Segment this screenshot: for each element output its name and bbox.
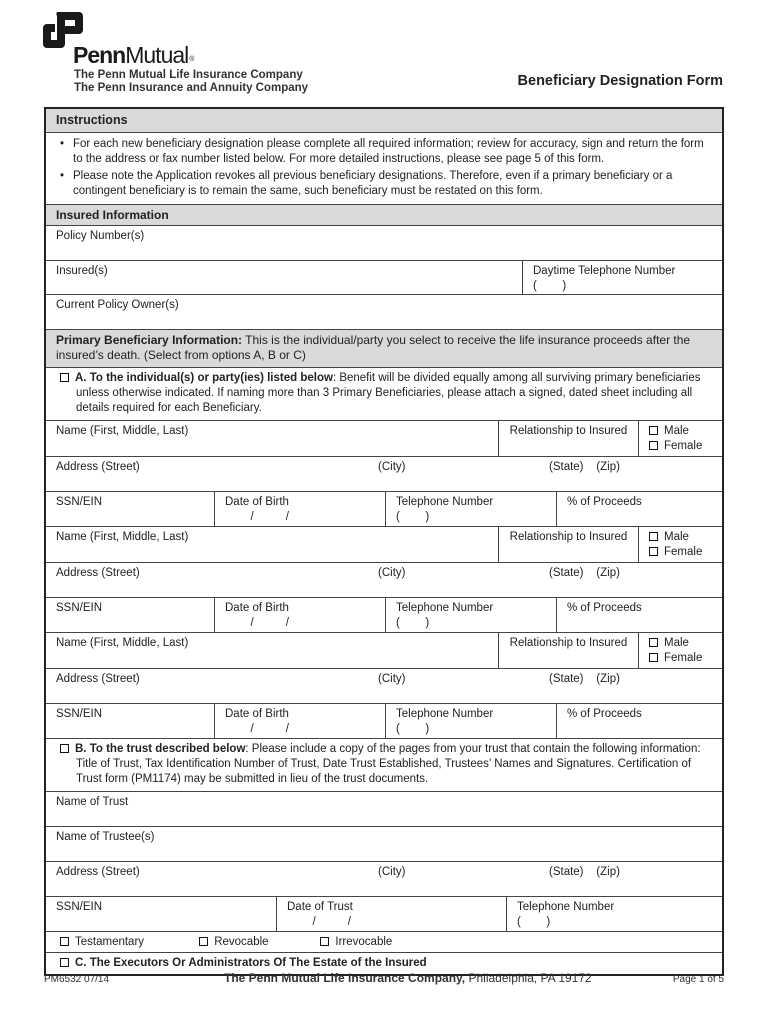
state-zip-label: (State) (Zip)	[549, 461, 620, 473]
gender-options	[638, 633, 722, 668]
beneficiary-3-name-row	[46, 633, 722, 669]
proceeds-label: % of Proceeds	[567, 496, 642, 508]
irrevocable-label: Irrevocable	[335, 936, 393, 948]
option-b-checkbox[interactable]	[60, 744, 69, 753]
company-line-2: The Penn Insurance and Annuity Company	[74, 82, 309, 94]
male-checkbox[interactable]	[649, 638, 658, 647]
proceeds-label: % of Proceeds	[567, 708, 642, 720]
beneficiary-3-address-row	[46, 669, 722, 704]
phone-label: Telephone Number	[396, 602, 494, 614]
gender-options	[638, 527, 722, 562]
street-label: Address (Street)	[56, 673, 140, 685]
insured-row	[46, 261, 722, 295]
city-label: (City)	[378, 866, 406, 878]
trustee-name-field[interactable]	[46, 827, 722, 861]
current-owner-field[interactable]	[46, 295, 722, 329]
date-of-trust-label: Date of Trust	[287, 901, 353, 913]
form-code: PM6532 07/14	[44, 974, 110, 985]
ssn-label: SSN/EIN	[56, 602, 103, 614]
date-of-trust-field[interactable]	[276, 897, 506, 931]
option-a-bold: A. To the individual(s) or party(ies) listed below	[75, 372, 333, 384]
trust-phone-field[interactable]	[506, 897, 722, 931]
phone-label: Telephone Number	[396, 496, 494, 508]
address-field[interactable]	[46, 457, 722, 491]
street-label: Address (Street)	[56, 461, 140, 473]
primary-title-rest: This is the individual/party you select to receive the life insurance proceeds after the insured’s death. (Select from options A, B or C)	[56, 333, 691, 362]
female-checkbox[interactable]	[649, 441, 658, 450]
logo-wordmark	[73, 42, 193, 69]
relationship-label: Relationship to Insured	[509, 531, 628, 543]
instruction-bullet: • For each new beneficiary designation please complete all required information; review for accuracy, sign and return the form to the address or fax number listed below. For more detailed instructions, please see page 5 of this form.	[60, 137, 712, 166]
current-owner-row	[46, 295, 722, 330]
beneficiary-1-address-row	[46, 457, 722, 492]
instructions-list	[46, 133, 722, 205]
testamentary-checkbox[interactable]	[60, 937, 69, 946]
registered-mark: ®	[189, 56, 194, 63]
ssn-label: SSN/EIN	[56, 496, 103, 508]
primary-beneficiary-header	[46, 330, 722, 368]
trust-type-row	[46, 932, 722, 953]
phone-label: Telephone Number	[396, 708, 494, 720]
phone-mask: ( )	[533, 280, 567, 292]
insured-label: Insured(s)	[56, 265, 108, 277]
revocable-label: Revocable	[214, 936, 269, 948]
page-number: Page 1 of 5	[672, 974, 724, 985]
dob-label: Date of Birth	[225, 708, 289, 720]
logo-word-bold: Penn	[73, 42, 126, 68]
beneficiary-name-field[interactable]	[46, 421, 498, 456]
option-c-label: C. The Executors Or Administrators Of The Estate of the Insured	[75, 957, 427, 969]
male-label: Male	[664, 531, 689, 543]
relationship-label: Relationship to Insured	[509, 425, 628, 437]
relationship-label: Relationship to Insured	[509, 637, 628, 649]
name-label: Name (First, Middle, Last)	[56, 425, 189, 437]
option-c-checkbox[interactable]	[60, 958, 69, 967]
phone-field[interactable]	[385, 492, 556, 526]
proceeds-label: % of Proceeds	[567, 602, 642, 614]
testamentary-label: Testamentary	[75, 936, 145, 948]
option-b	[46, 739, 722, 792]
trust-name-label: Name of Trust	[56, 796, 129, 808]
trust-name-row	[46, 792, 722, 827]
trust-address-row	[46, 862, 722, 897]
phone-field[interactable]	[385, 598, 556, 632]
beneficiary-3-details-row	[46, 704, 722, 739]
beneficiary-2-details-row	[46, 598, 722, 633]
name-label: Name (First, Middle, Last)	[56, 531, 189, 543]
ssn-label: SSN/EIN	[56, 901, 103, 913]
policy-number-row	[46, 226, 722, 261]
dob-label: Date of Birth	[225, 496, 289, 508]
logo-word-regular: Mutual	[125, 42, 189, 68]
city-label: (City)	[378, 461, 406, 473]
beneficiary-name-field[interactable]	[46, 633, 498, 668]
proceeds-field[interactable]	[556, 492, 722, 526]
revocable-checkbox[interactable]	[199, 937, 208, 946]
date-mask: / /	[287, 916, 351, 928]
dob-field[interactable]	[214, 704, 385, 738]
option-b-rest: : Please include a copy of the pages from your trust that contain the following information: Title of Trust, Tax Identification Number of Trust, Date Trust Established, Trustees’ Names and Signatures. Certification of Trust form (PM1174) may be submitted in lieu of the trust documents.	[76, 743, 701, 785]
relationship-field[interactable]	[498, 421, 638, 456]
date-mask: / /	[225, 617, 289, 629]
phone-mask: ( )	[396, 723, 430, 735]
daytime-phone-field[interactable]	[522, 261, 722, 294]
insured-field[interactable]	[46, 261, 522, 294]
form-title: Beneficiary Designation Form	[517, 73, 723, 89]
option-a	[46, 368, 722, 421]
trust-type-options	[46, 932, 722, 952]
male-label: Male	[664, 425, 689, 437]
beneficiary-2-address-row	[46, 563, 722, 598]
date-mask: / /	[225, 723, 289, 735]
address-field[interactable]	[46, 669, 722, 703]
city-label: (City)	[378, 673, 406, 685]
male-checkbox[interactable]	[649, 426, 658, 435]
relationship-field[interactable]	[498, 527, 638, 562]
beneficiary-2-name-row	[46, 527, 722, 563]
daytime-phone-label: Daytime Telephone Number	[533, 265, 676, 277]
dob-field[interactable]	[214, 492, 385, 526]
state-zip-label: (State) (Zip)	[549, 567, 620, 579]
footer-company-bold: The Penn Mutual Life Insurance Company,	[224, 971, 466, 985]
policy-number-field[interactable]	[46, 226, 722, 260]
trustee-name-label: Name of Trustee(s)	[56, 831, 155, 843]
beneficiary-1-details-row	[46, 492, 722, 527]
beneficiary-name-field[interactable]	[46, 527, 498, 562]
primary-title-bold: Primary Beneficiary Information:	[56, 333, 243, 347]
footer-company-address: Philadelphia, PA 19172	[465, 971, 592, 985]
option-a-checkbox[interactable]	[60, 373, 69, 382]
female-checkbox[interactable]	[649, 653, 658, 662]
state-zip-label: (State) (Zip)	[549, 673, 620, 685]
phone-label: Telephone Number	[517, 901, 615, 913]
current-owner-label: Current Policy Owner(s)	[56, 299, 179, 311]
option-a-rest: : Benefit will be divided equally among all surviving primary beneficiaries unless otherwise indicated. If naming more than 3 Primary Beneficiaries, please attach a signed, dated sheet including all details required for each Beneficiary.	[76, 372, 701, 414]
beneficiary-1-name-row	[46, 421, 722, 457]
footer-company	[224, 971, 592, 985]
ssn-field[interactable]	[46, 704, 214, 738]
phone-mask: ( )	[396, 511, 430, 523]
street-label: Address (Street)	[56, 866, 140, 878]
ssn-field[interactable]	[46, 598, 214, 632]
gender-options	[638, 421, 722, 456]
female-label: Female	[664, 440, 703, 452]
male-checkbox[interactable]	[649, 532, 658, 541]
proceeds-field[interactable]	[556, 598, 722, 632]
dob-field[interactable]	[214, 598, 385, 632]
trustee-name-row	[46, 827, 722, 862]
trust-ssn-field[interactable]	[46, 897, 276, 931]
relationship-field[interactable]	[498, 633, 638, 668]
company-line-1: The Penn Mutual Life Insurance Company	[74, 69, 303, 81]
company-names	[74, 69, 308, 95]
female-label: Female	[664, 546, 703, 558]
trust-address-field[interactable]	[46, 862, 722, 896]
street-label: Address (Street)	[56, 567, 140, 579]
ssn-field[interactable]	[46, 492, 214, 526]
dob-label: Date of Birth	[225, 602, 289, 614]
insured-info-header: Insured Information	[46, 205, 722, 226]
irrevocable-checkbox[interactable]	[320, 937, 329, 946]
instructions-header: Instructions	[46, 109, 722, 133]
trust-name-field[interactable]	[46, 792, 722, 826]
trust-details-row	[46, 897, 722, 932]
female-checkbox[interactable]	[649, 547, 658, 556]
ssn-label: SSN/EIN	[56, 708, 103, 720]
address-field[interactable]	[46, 563, 722, 597]
phone-mask: ( )	[396, 617, 430, 629]
state-zip-label: (State) (Zip)	[549, 866, 620, 878]
female-label: Female	[664, 652, 703, 664]
name-label: Name (First, Middle, Last)	[56, 637, 189, 649]
policy-number-label: Policy Number(s)	[56, 230, 145, 242]
beneficiary-form	[44, 107, 724, 976]
male-label: Male	[664, 637, 689, 649]
option-b-bold: B. To the trust described below	[75, 743, 246, 755]
phone-mask: ( )	[517, 916, 551, 928]
phone-field[interactable]	[385, 704, 556, 738]
date-mask: / /	[225, 511, 289, 523]
proceeds-field[interactable]	[556, 704, 722, 738]
city-label: (City)	[378, 567, 406, 579]
instruction-bullet: • Please note the Application revokes all previous beneficiary designations. Therefore, even if a primary beneficiary or a contingent beneficiary is to remain the same, such beneficiary must be restated on this form.	[60, 169, 712, 198]
